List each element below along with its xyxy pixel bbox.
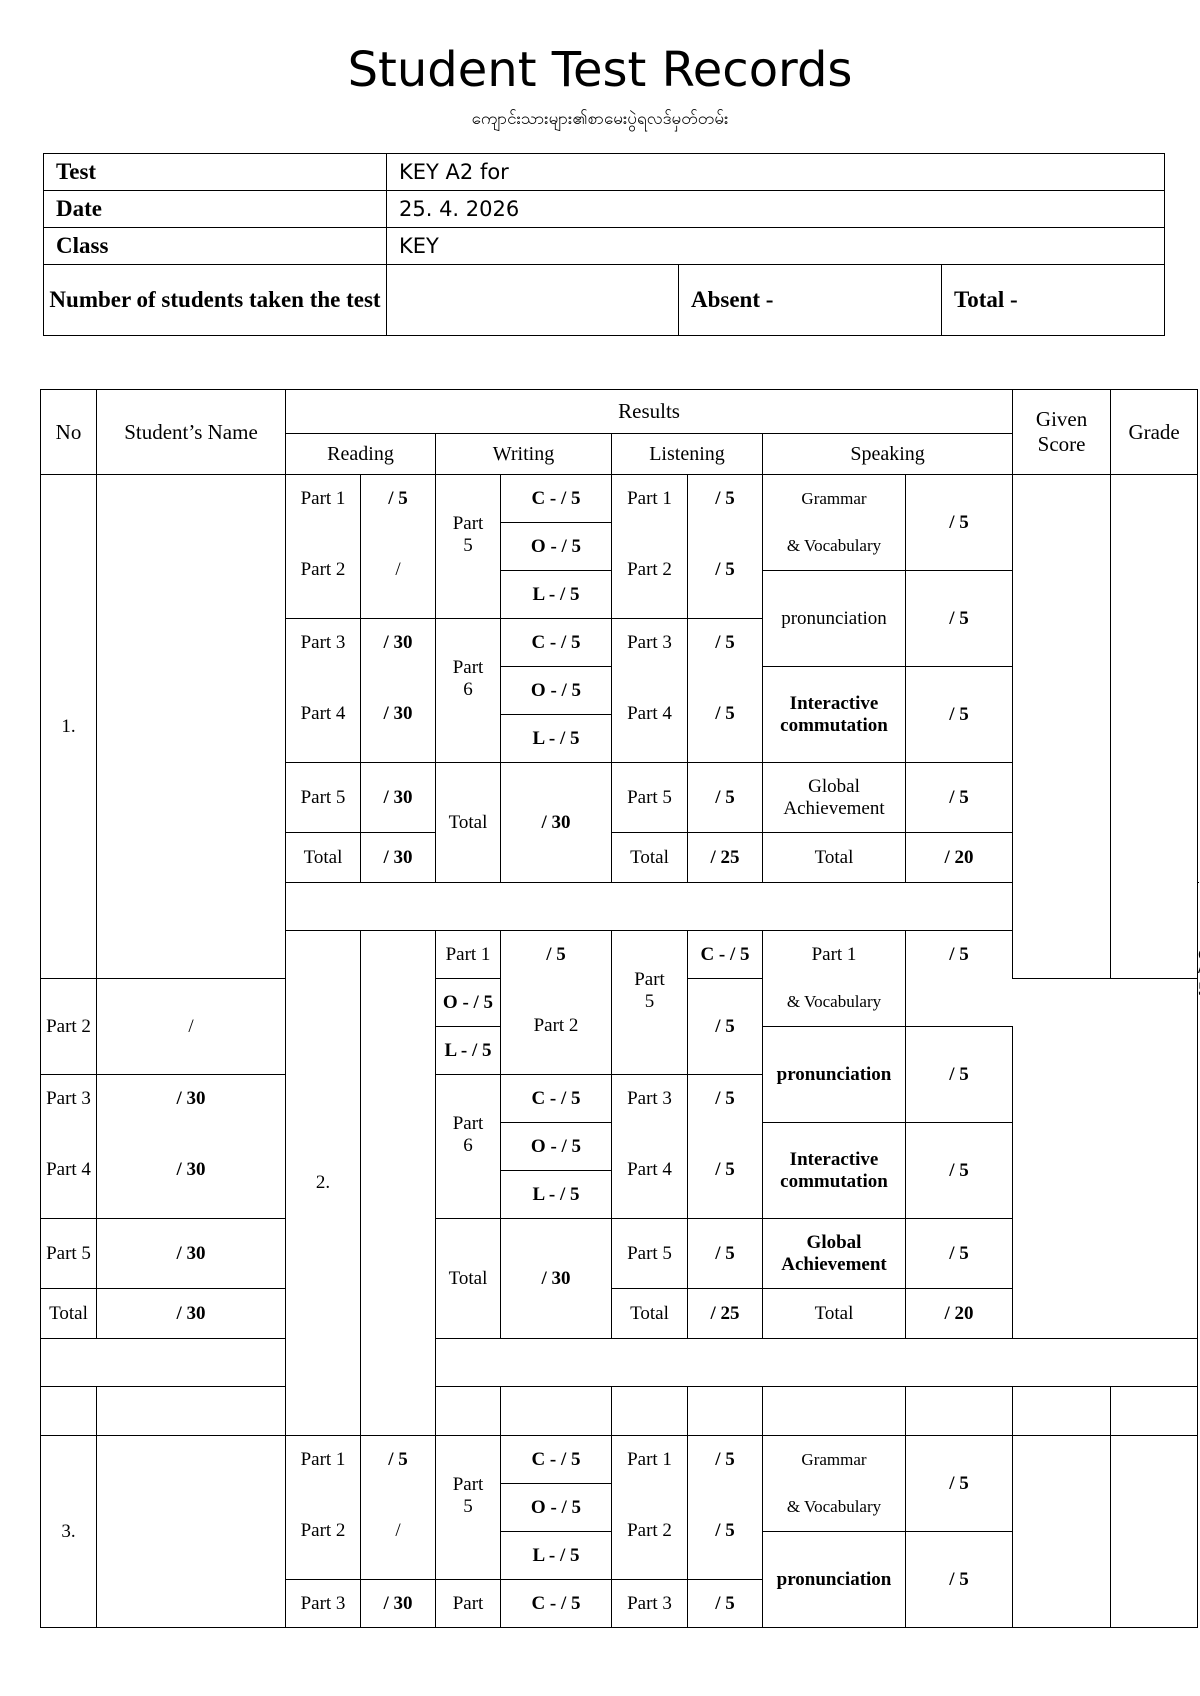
- listening-part-label: Part 5: [612, 763, 688, 833]
- reading-total-score: / 30: [361, 833, 436, 883]
- header-speaking: Speaking: [763, 434, 1013, 475]
- speaking-criterion: [763, 667, 906, 763]
- header-grade: Grade: [1111, 390, 1198, 475]
- part-label: Part: [452, 1112, 484, 1134]
- speaking-criterion: [763, 763, 906, 833]
- part-number: 6: [463, 1134, 473, 1156]
- listening-part-label: Part 2: [612, 1484, 688, 1580]
- listening-total-label: Total: [612, 1289, 688, 1339]
- writing-score: C - / 5: [501, 1580, 612, 1628]
- speaking-criterion: pronunciation: [763, 1532, 906, 1628]
- reading-part-label: Part 3: [286, 1580, 361, 1628]
- listening-part-label: Part 1: [612, 1436, 688, 1484]
- writing-total-score: / 30: [501, 1219, 612, 1339]
- writing-score: C - / 5: [501, 1436, 612, 1484]
- listening-score: / 5: [688, 1580, 763, 1628]
- students-taken-label: Number of students taken the test: [44, 265, 387, 336]
- class-label: Class: [44, 228, 387, 265]
- student-name[interactable]: [97, 1436, 286, 1628]
- speaking-score: / 5: [906, 1532, 1013, 1628]
- writing-score: L - / 5: [501, 1532, 612, 1580]
- writing-part6-label: Part: [436, 1580, 501, 1628]
- speaking-total-score: / 20: [906, 1289, 1013, 1339]
- speaking-score: / 5: [906, 667, 1013, 763]
- writing-part5-label: [436, 1436, 501, 1580]
- writing-score: L - / 5: [501, 571, 612, 619]
- given-score[interactable]: [1013, 1436, 1111, 1628]
- empty-cell[interactable]: [1111, 1387, 1198, 1436]
- listening-score: / 5: [688, 1123, 763, 1219]
- record-row: [41, 1123, 1198, 1171]
- reading-part-label: Part 5: [41, 1219, 97, 1289]
- writing-score: C - / 5: [501, 475, 612, 523]
- header-writing: Writing: [436, 434, 612, 475]
- separator-row: [41, 1339, 1198, 1387]
- listening-score: / 5: [688, 1075, 763, 1123]
- speaking-criterion: pronunciation: [763, 1027, 906, 1123]
- writing-score: O - / 5: [501, 1484, 612, 1532]
- absent-label[interactable]: Absent -: [679, 265, 942, 336]
- record-row: [41, 1289, 1198, 1339]
- reading-score: / 5: [501, 931, 612, 979]
- reading-score: / 30: [97, 1219, 286, 1289]
- listening-part-label: Part 5: [612, 1219, 688, 1289]
- writing-part6-label: [436, 1075, 501, 1219]
- writing-score: C - / 5: [501, 1075, 612, 1123]
- listening-total-score: / 25: [688, 833, 763, 883]
- header-given-score: Given Score: [1013, 390, 1111, 475]
- speaking-total-score: / 20: [906, 833, 1013, 883]
- speaking-criterion: & Vocabulary: [763, 523, 906, 571]
- writing-score: C - / 5: [501, 619, 612, 667]
- test-label: Test: [44, 154, 387, 191]
- listening-part-label: Part 3: [612, 1580, 688, 1628]
- reading-part-label: Part 5: [286, 763, 361, 833]
- listening-part-label: Part 3: [612, 619, 688, 667]
- reading-score: / 30: [97, 1123, 286, 1219]
- speaking-score: / 5: [906, 1436, 1013, 1532]
- reading-part-label: Part 4: [286, 667, 361, 763]
- header-student-name: Student’s Name: [97, 390, 286, 475]
- line-1: Interactive: [789, 692, 879, 714]
- date-label: Date: [44, 191, 387, 228]
- listening-total-score: / 25: [688, 1289, 763, 1339]
- reading-score: / 5: [361, 475, 436, 523]
- empty-cell[interactable]: [612, 1387, 688, 1436]
- speaking-total-label: Total: [763, 833, 906, 883]
- speaking-score: / 5: [906, 475, 1013, 571]
- grade[interactable]: [1111, 1436, 1198, 1628]
- part-label: Part: [452, 1473, 484, 1495]
- reading-part-label: Part 1: [286, 475, 361, 523]
- student-number: 3.: [41, 1436, 97, 1628]
- line-2: Achievement: [783, 797, 885, 819]
- part-number: 5: [463, 534, 473, 556]
- header-reading: Reading: [286, 434, 436, 475]
- empty-cell[interactable]: [501, 1387, 612, 1436]
- header-listening: Listening: [612, 434, 763, 475]
- part-label: Part: [452, 512, 484, 534]
- test-info-table: [43, 153, 1165, 336]
- listening-score: / 5: [688, 619, 763, 667]
- separator: [41, 1339, 1198, 1387]
- reading-part-label: Part 3: [41, 1075, 97, 1123]
- speaking-score: / 5: [906, 1123, 1013, 1219]
- speaking-criterion: Grammar: [763, 1436, 906, 1484]
- empty-cell[interactable]: [41, 1387, 97, 1436]
- part-number: 5: [463, 1495, 473, 1517]
- empty-cell[interactable]: [906, 1387, 1013, 1436]
- writing-part6-label: [436, 619, 501, 763]
- speaking-score: / 5: [906, 571, 1013, 667]
- part-label: Part: [452, 656, 484, 678]
- reading-total-label: Total: [41, 1289, 97, 1339]
- writing-score: O - / 5: [436, 979, 501, 1027]
- date-value[interactable]: 25. 4. 2026: [387, 191, 1165, 228]
- reading-score: / 30: [361, 667, 436, 763]
- listening-score: / 5: [688, 1436, 763, 1484]
- reading-part-label: Part 2: [286, 523, 361, 619]
- speaking-criterion: & Vocabulary: [763, 1484, 906, 1532]
- listening-part-label: Part 1: [612, 475, 688, 523]
- reading-score: / 5: [361, 1436, 436, 1484]
- class-value[interactable]: KEY: [387, 228, 1165, 265]
- writing-total-label: Total: [436, 763, 501, 883]
- reading-score: / 30: [361, 763, 436, 833]
- listening-score: / 5: [688, 667, 763, 763]
- reading-part-label: Part 1: [436, 931, 501, 979]
- reading-score: / 30: [361, 619, 436, 667]
- student-name[interactable]: [97, 475, 286, 979]
- reading-score: / 30: [97, 1075, 286, 1123]
- empty-cell[interactable]: [436, 1387, 501, 1436]
- page-title: Student Test Records: [347, 42, 853, 98]
- total-label[interactable]: Total -: [942, 265, 1165, 336]
- record-row: [41, 1219, 1198, 1289]
- writing-score: O - / 5: [501, 667, 612, 715]
- line-2: commutation: [780, 1170, 888, 1192]
- reading-part-label: Part 2: [41, 979, 97, 1075]
- empty-cell[interactable]: [97, 1387, 286, 1436]
- writing-score: L - / 5: [436, 1027, 501, 1075]
- writing-score: O - / 5: [501, 1123, 612, 1171]
- listening-score: / 5: [688, 979, 763, 1075]
- listening-score: / 5: [688, 475, 763, 523]
- writing-part5-label: [436, 475, 501, 619]
- part-number: 6: [463, 678, 473, 700]
- reading-score: /: [361, 1484, 436, 1580]
- listening-total-label: Total: [612, 833, 688, 883]
- listening-score: / 5: [688, 523, 763, 619]
- reading-part-label: Part 1: [286, 1436, 361, 1484]
- listening-score: / 5: [688, 763, 763, 833]
- speaking-criterion: & Vocabulary: [763, 979, 906, 1027]
- speaking-score: / 5: [906, 1219, 1013, 1289]
- writing-score: O - / 5: [501, 523, 612, 571]
- writing-score: C - / 5: [688, 931, 763, 979]
- header-results: Results: [286, 390, 1013, 434]
- listening-part-label: Part 4: [612, 667, 688, 763]
- record-row: [41, 1075, 1198, 1123]
- record-row: [41, 475, 1198, 523]
- student-number: 1.: [41, 475, 97, 979]
- listening-score: / 5: [688, 1484, 763, 1580]
- line-1: Global: [806, 1231, 862, 1253]
- speaking-criterion: [763, 1123, 906, 1219]
- empty-cell[interactable]: [763, 1387, 906, 1436]
- writing-total-score: / 30: [501, 763, 612, 883]
- speaking-criterion: [763, 1219, 906, 1289]
- writing-part5-label: [612, 931, 688, 1075]
- student-number: 2.: [286, 931, 361, 1436]
- listening-part-label: Part 2: [501, 979, 612, 1075]
- reading-part-label: Part 4: [41, 1123, 97, 1219]
- writing-score: L - / 5: [501, 715, 612, 763]
- empty-row: [41, 1387, 1198, 1436]
- reading-part-label: Part 2: [286, 1484, 361, 1580]
- empty-cell[interactable]: [1013, 1387, 1111, 1436]
- students-taken-value[interactable]: [387, 265, 679, 336]
- part-number: 5: [644, 990, 655, 1012]
- listening-score: / 5: [688, 1219, 763, 1289]
- part-label: Part: [634, 968, 665, 990]
- results-table: [40, 389, 1198, 1628]
- line-2: Achievement: [781, 1253, 887, 1275]
- speaking-score: / 5: [906, 763, 1013, 833]
- writing-total-label: Total: [436, 1219, 501, 1339]
- listening-part-label: Part 3: [612, 1075, 688, 1123]
- separator-row: [286, 883, 1198, 931]
- reading-score: / 30: [361, 1580, 436, 1628]
- header-no: No: [41, 390, 97, 475]
- record-row: [41, 1436, 1198, 1484]
- listening-part-label: Part 2: [612, 523, 688, 619]
- line-1: Global: [808, 775, 860, 797]
- reading-score: /: [97, 979, 286, 1075]
- page-subtitle: ကျောင်းသားများ၏စာမေးပွဲရလဒ်မှတ်တမ်း: [471, 109, 729, 129]
- test-value[interactable]: KEY A2 for: [387, 154, 1165, 191]
- empty-cell[interactable]: [688, 1387, 763, 1436]
- speaking-total-label: Total: [763, 1289, 906, 1339]
- line-2: commutation: [780, 714, 888, 736]
- speaking-criterion: Grammar: [763, 475, 906, 523]
- listening-part-label: Part 4: [612, 1123, 688, 1219]
- speaking-criterion: pronunciation: [763, 571, 906, 667]
- listening-score: / 5: [906, 931, 1013, 979]
- listening-part-label: Part 1: [763, 931, 906, 979]
- writing-score: L - / 5: [501, 1171, 612, 1219]
- reading-score: /: [361, 523, 436, 619]
- speaking-score: / 5: [906, 1027, 1013, 1123]
- line-1: Interactive: [789, 1148, 879, 1170]
- reading-total-score: / 30: [97, 1289, 286, 1339]
- reading-part-label: Part 3: [286, 619, 361, 667]
- reading-total-label: Total: [286, 833, 361, 883]
